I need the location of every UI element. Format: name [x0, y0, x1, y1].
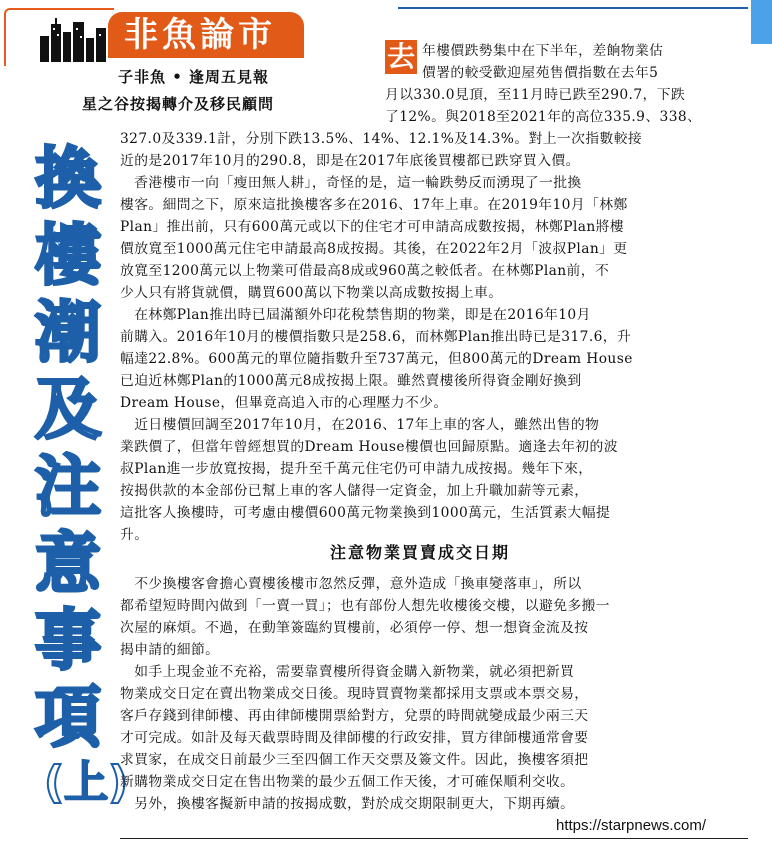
- article-line: 近的是2017年10月的290.8，即是在2017年底後買樓都已跌穿買入價。: [120, 153, 580, 169]
- vertical-headline: [16, 140, 120, 756]
- article-line: 香港樓市一向「瘦田無人耕」，奇怪的是，這一輪跌勢反而湧現了一批換: [120, 175, 582, 191]
- article-line: 如手上現金並不充裕，需要靠賣樓所得資金購入新物業，就必須把新買: [120, 664, 575, 680]
- article-line: 近日樓價回調至2017年10月，在2016、17年上車的客人，雖然出售的物: [120, 417, 600, 433]
- article-line: 才可完成。如計及每天截票時間及律師樓的行政安排，買方律師樓通常會要: [120, 730, 589, 746]
- article-line: 年樓價跌勢集中在下半年，差餉物業估: [422, 43, 664, 59]
- article-line: 按揭供款的本金部份已幫上車的客人儲得一定資金，加上升職加薪等元素，: [120, 483, 589, 499]
- article-line: 幅達22.8%。600萬元的單位隨指數升至737萬元，但800萬元的Dream House: [120, 351, 633, 367]
- drop-cap: 去: [386, 40, 415, 73]
- article-line: 揭申請的細節。: [120, 642, 220, 658]
- article-line: Dream House，但畢竟高追入市的心理壓力不少。: [120, 395, 448, 411]
- column-name: 非魚論市: [124, 15, 276, 55]
- article-line: 放寬至1200萬元以上物業可借最高8成或960萬之較低者。在林鄭Plan前，不: [120, 263, 610, 279]
- bottom-rule: [120, 838, 748, 839]
- article-line: 求買家，在成交日前最少三至四個工作天交票及簽文件。因此，換樓客須把: [120, 752, 589, 768]
- headline-char: 換: [35, 140, 101, 217]
- article-line: 這批客人換樓時，可考慮由樓價600萬元物業換到1000萬元，生活質素大幅提: [120, 505, 611, 521]
- headline-char: 項: [35, 679, 101, 756]
- article-line: 叔Plan進一步放寬按揭，提升至千萬元住宅仍可申請九成按揭。幾年下來，: [120, 461, 593, 477]
- article-line: 月以330.0見頂，至11月時已跌至290.7，下跌: [385, 87, 686, 103]
- article-line: 前購入。2016年10月的樓價指數只是258.6，而林鄭Plan推出時已是317.6，升: [120, 329, 632, 345]
- article-line: 327.0及339.1計，分別下跌13.5%、14%、12.1%及14.3%。對上一次指數較接: [120, 131, 643, 147]
- article-line: 了12%。與2018至2021年的高位335.9、338、: [385, 109, 702, 125]
- headline-char: 樓: [35, 217, 101, 294]
- corner-strip: [751, 0, 772, 44]
- article-line: 物業成交日定在賣出物業成交日後。現時買賣物業都採用支票或本票交易，: [120, 686, 589, 702]
- author-title: 星之谷按揭轉介及移民顧問: [82, 95, 275, 113]
- article-line: 客戶存錢到律師樓、再由律師樓開票給對方，兌票的時間就變成最少兩三天: [120, 708, 589, 724]
- headline-part: (上): [44, 757, 129, 808]
- article-line: 不少換樓客會擔心賣樓後樓市忽然反彈，意外造成「換車變落車」，所以: [120, 576, 582, 592]
- article-line: 新購物業成交日定在售出物業的最少五個工作天後，才可確保順利交收。: [120, 774, 575, 790]
- headline-char: 及: [35, 371, 101, 448]
- article-line: 價放寬至1000萬元住宅申請最高8成按揭。其後，在2022年2月「波叔Plan」更: [120, 241, 628, 257]
- section-heading: 注意物業買賣成交日期: [330, 543, 511, 562]
- city-skyline-icon: [38, 14, 108, 62]
- article-line: 升。: [120, 527, 149, 543]
- headline-char: 意: [35, 525, 101, 602]
- top-rule: [398, 7, 748, 9]
- article-line: 另外，換樓客擬新申請的按揭成數，對於成交期限制更大，下期再續。: [120, 796, 575, 812]
- article-line: 已迫近林鄭Plan的1000萬元8成按揭上限。雖然賣樓後所得資金剛好換到: [120, 373, 582, 389]
- article-line: 價署的較受歡迎屋苑售價指數在去年5: [422, 65, 659, 81]
- headline-char: 潮: [35, 294, 101, 371]
- article-line: Plan」推出前，只有600萬元或以下的住宅才可申請高成數按揭，林鄭Plan將樓: [120, 219, 625, 235]
- article-line: 在林鄭Plan推出時已屆滿額外印花稅禁售期的物業，即是在2016年10月: [120, 307, 591, 323]
- headline-char: 注: [35, 448, 101, 525]
- article-line: 少人只有將貨就價，購買600萬以下物業以高成數按揭上車。: [120, 285, 503, 301]
- source-url: https://starpnews.com/: [556, 817, 707, 834]
- byline: 子非魚 • 逢周五見報: [118, 68, 270, 86]
- article-line: 樓客。細問之下，原來這批換樓客多在2016、17年上車。在2019年10月「林鄭: [120, 197, 628, 213]
- article-line: 業跌價了，但當年曾經想買的Dream House樓價也回歸原點。適逢去年初的波: [120, 439, 618, 455]
- article-line: 都希望短時間內做到「一賣一買」；也有部份人想先收樓後交樓，以避免多搬一: [120, 598, 610, 614]
- article-line: 次屋的麻煩。不過，在動筆簽臨約買樓前，必須停一停、想一想資金流及按: [120, 620, 589, 636]
- headline-char: 事: [35, 602, 101, 679]
